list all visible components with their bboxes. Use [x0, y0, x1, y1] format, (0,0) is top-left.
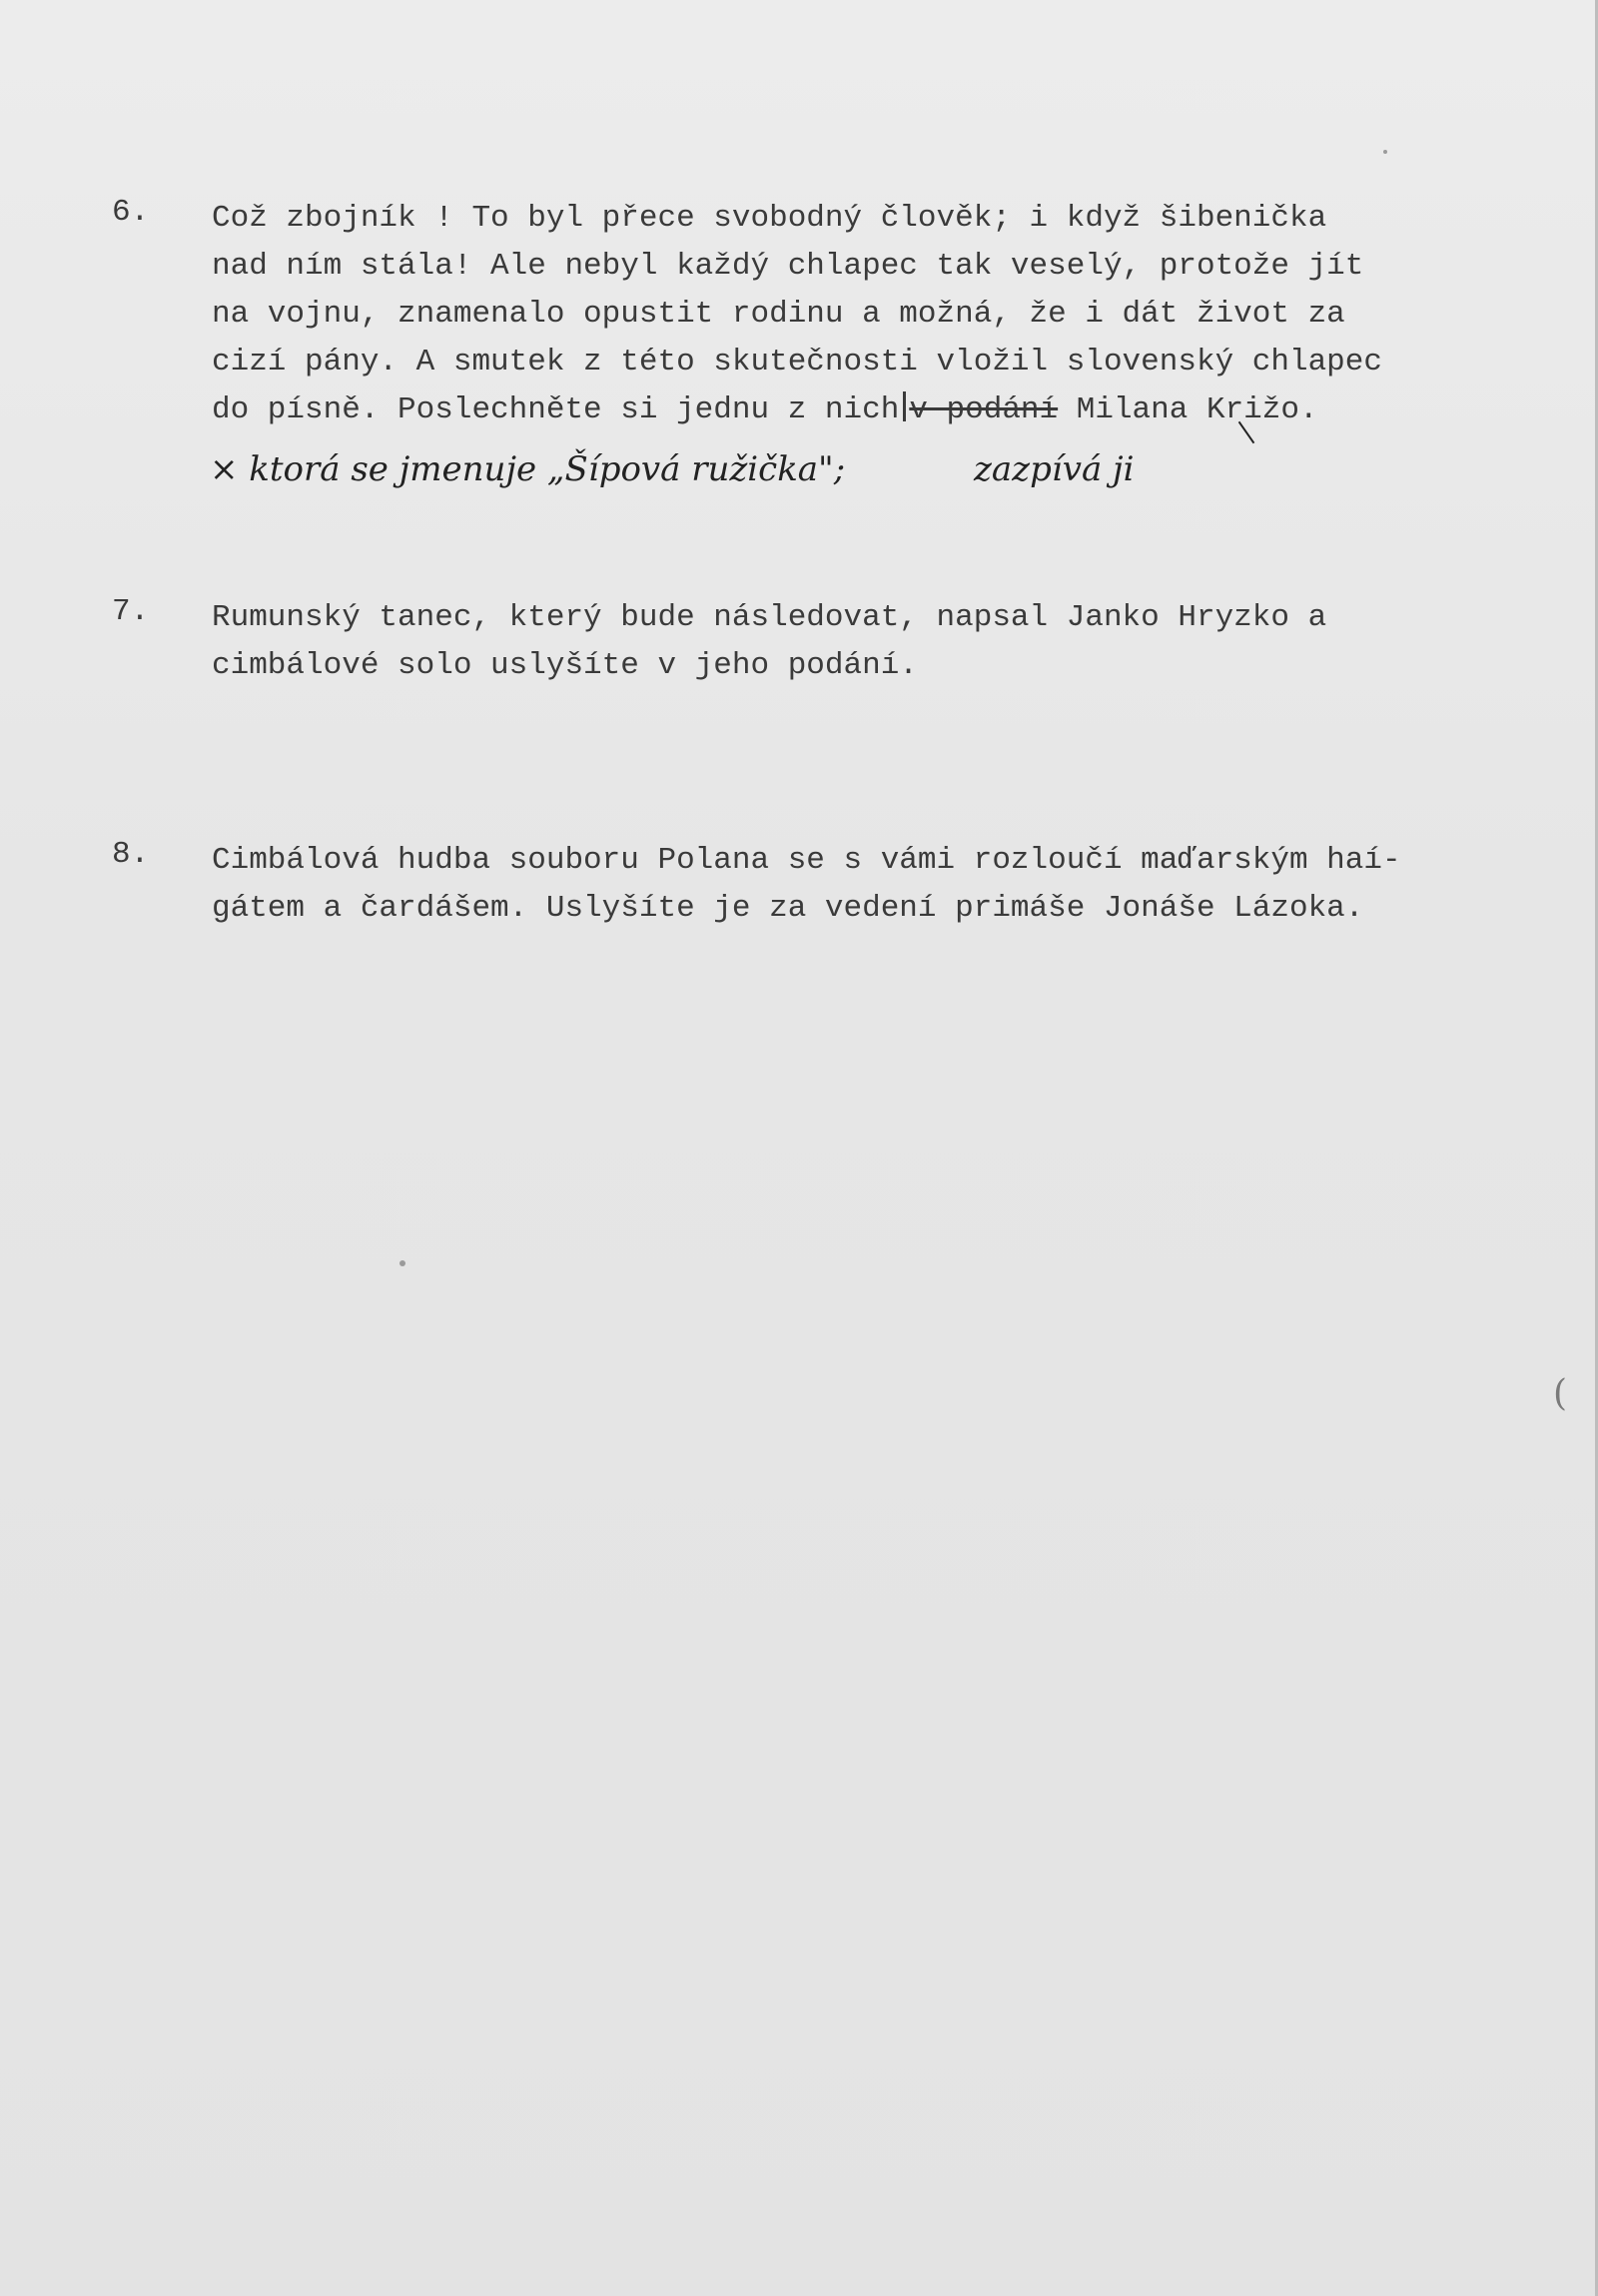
paragraph-text — [212, 837, 1510, 933]
paragraph-number: 7. — [112, 594, 150, 629]
text-after: Milana Križo. — [1058, 392, 1318, 427]
text-line-last — [212, 386, 1510, 434]
paper-speck — [400, 1260, 405, 1266]
struck-text: v podání — [909, 392, 1059, 427]
handwritten-note: zazpívá ji — [974, 449, 1135, 489]
text-line: cizí pány. A smutek z této skutečnosti vložil slovenský chlapec — [212, 345, 1382, 380]
text-line: nad ním stála! Ale nebyl každý chlapec tak veselý, protože jít — [212, 249, 1364, 284]
insertion-mark — [903, 391, 906, 421]
paragraph-text — [212, 594, 1510, 690]
paper-speck — [1383, 150, 1387, 154]
text-line: Což zbojník ! To byl přece svobodný člověk; i když šibenička — [212, 201, 1327, 236]
paragraph-number: 8. — [112, 837, 150, 872]
margin-mark: ( — [1553, 1373, 1568, 1414]
text-line: gátem a čardášem. Uslyšíte je za vedení primáše Jonáše Lázoka. — [212, 891, 1364, 926]
handwritten-insertion: × ktorá se jmenuje „Šípová ružička"; — [210, 449, 846, 489]
text-line: cimbálové solo uslyšíte v jeho podání. — [212, 648, 918, 683]
text-before: do písně. Poslechněte si jednu z nich — [212, 392, 900, 427]
text-line: na vojnu, znamenalo opustit rodinu a možná, že i dát život za — [212, 297, 1345, 332]
text-line: Cimbálová hudba souboru Polana se s vámi rozloučí maďarským haí- — [212, 843, 1401, 878]
paragraph-text — [212, 195, 1510, 434]
text-line: Rumunský tanec, který bude následovat, napsal Janko Hryzko a — [212, 600, 1327, 635]
paragraph-number: 6. — [112, 195, 150, 230]
